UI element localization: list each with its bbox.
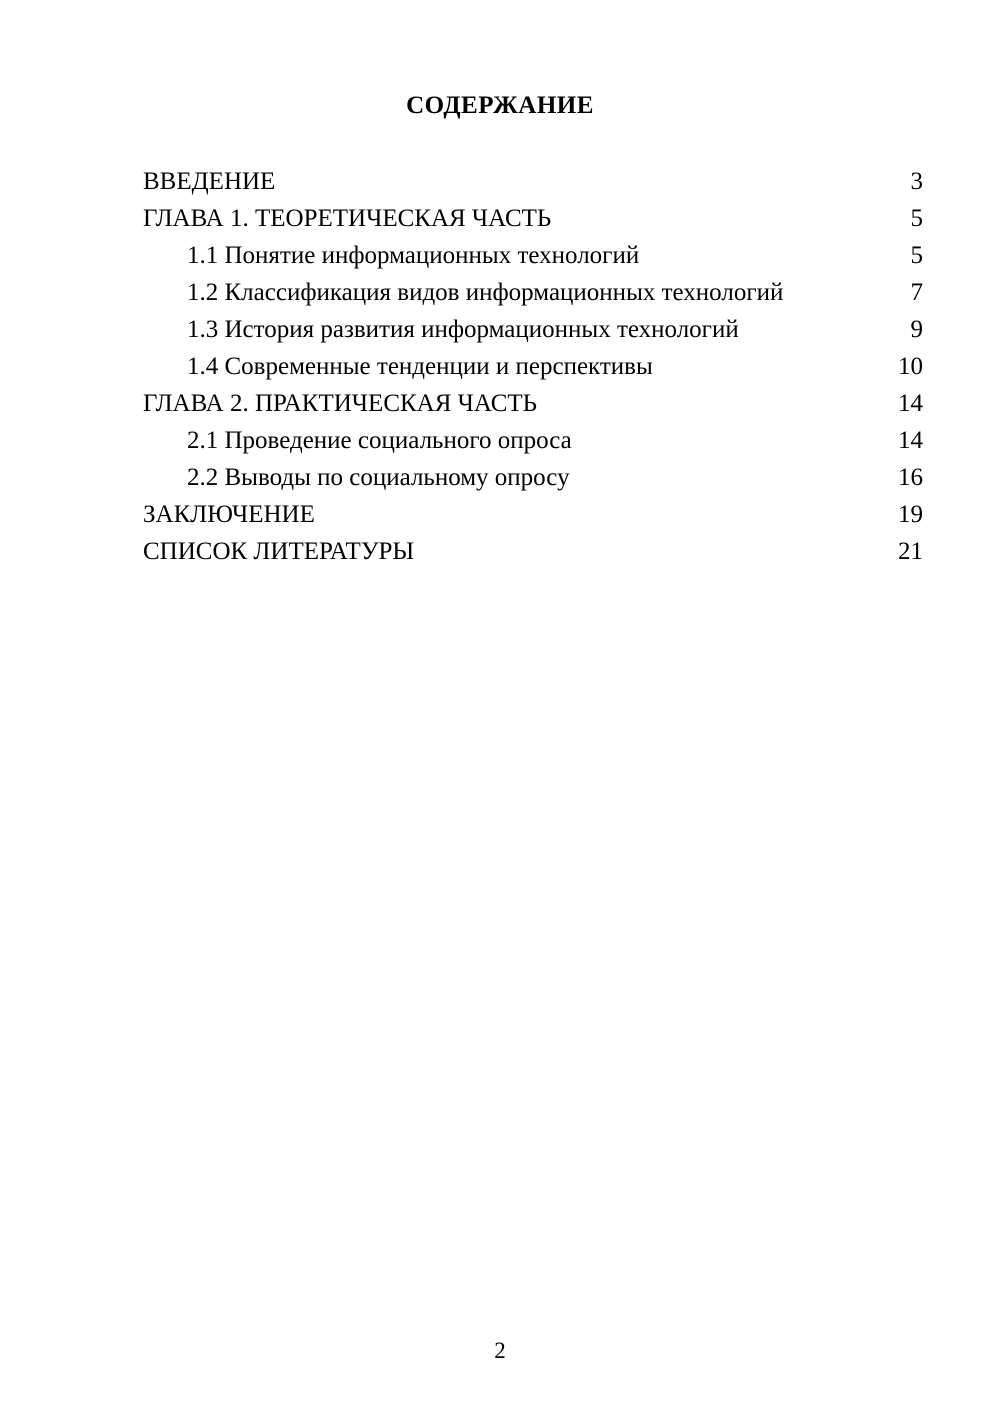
toc-entry[interactable] (143, 459, 923, 496)
toc-entry-page: 5 (910, 205, 923, 232)
toc-entry-label: ЗАКЛЮЧЕНИЕ (143, 501, 315, 528)
table-of-contents (143, 163, 923, 570)
toc-entry[interactable] (143, 422, 923, 459)
toc-entry-page: 9 (910, 316, 923, 343)
toc-entry-page: 21 (898, 538, 923, 565)
toc-entry-page: 3 (910, 168, 923, 195)
toc-entry-label: 2.2 Выводы по социальному опросу (187, 464, 570, 491)
toc-entry[interactable] (143, 348, 923, 385)
toc-entry[interactable] (143, 385, 923, 422)
page-folio: 2 (494, 1338, 506, 1363)
toc-entry[interactable] (143, 200, 923, 237)
toc-entry-page: 14 (898, 390, 923, 417)
toc-entry-label: 1.3 История развития информационных технологий (187, 316, 739, 343)
toc-entry-label: 1.2 Классификация видов информационных технологий (187, 279, 784, 306)
toc-entry-label: ГЛАВА 1. ТЕОРЕТИЧЕСКАЯ ЧАСТЬ (143, 205, 552, 232)
toc-entry-label: СПИСОК ЛИТЕРАТУРЫ (143, 538, 415, 565)
toc-entry-label: ГЛАВА 2. ПРАКТИЧЕСКАЯ ЧАСТЬ (143, 390, 538, 417)
toc-entry[interactable] (143, 496, 923, 533)
toc-entry-label: ВВЕДЕНИЕ (143, 168, 276, 195)
toc-entry[interactable] (143, 163, 923, 200)
toc-entry-page: 14 (898, 427, 923, 454)
toc-entry-label: 1.4 Современные тенденции и перспективы (187, 353, 653, 380)
toc-entry-page: 19 (898, 501, 923, 528)
toc-entry[interactable] (143, 274, 923, 311)
toc-entry-page: 7 (910, 279, 923, 306)
toc-entry-label: 2.1 Проведение социального опроса (187, 427, 572, 454)
toc-entry-page: 10 (898, 353, 923, 380)
toc-entry-page: 16 (898, 464, 923, 491)
toc-entry[interactable] (143, 237, 923, 274)
toc-entry-page: 5 (910, 242, 923, 269)
page-title: СОДЕРЖАНИЕ (406, 92, 594, 119)
toc-entry[interactable] (143, 311, 923, 348)
toc-entry-label: 1.1 Понятие информационных технологий (187, 242, 640, 269)
toc-entry[interactable] (143, 533, 923, 570)
